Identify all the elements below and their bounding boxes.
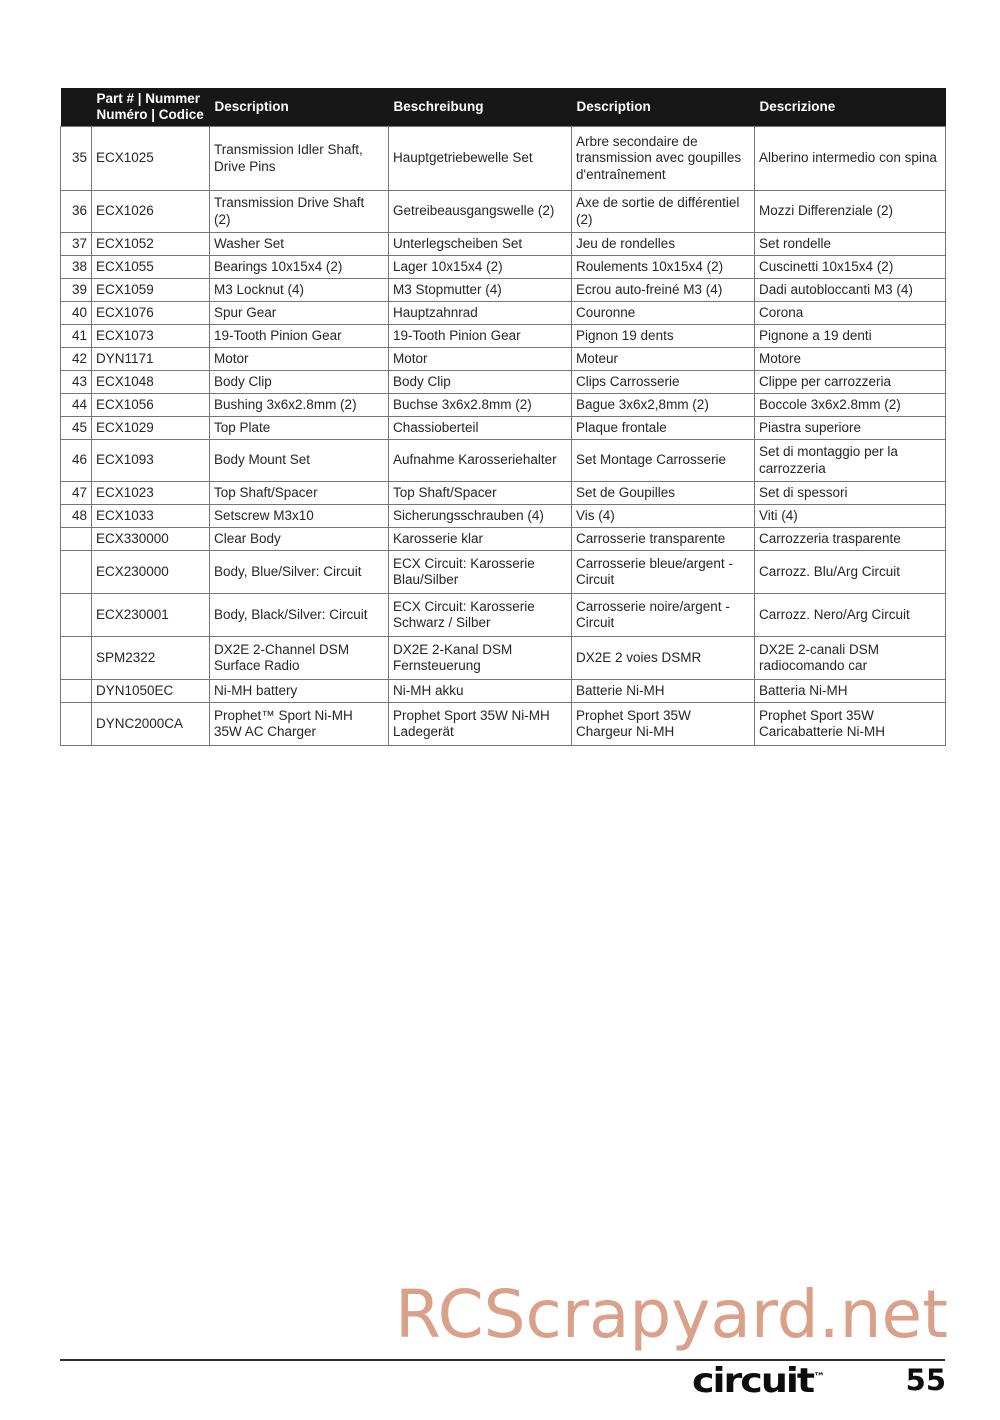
table-row xyxy=(61,279,946,302)
table-row xyxy=(61,594,946,637)
description-en: Spur Gear xyxy=(210,302,389,325)
row-number: 43 xyxy=(61,371,92,394)
row-number: 35 xyxy=(61,127,92,191)
description-fr: Bague 3x6x2,8mm (2) xyxy=(572,394,755,417)
description-fr: Vis (4) xyxy=(572,505,755,528)
part-number: ECX1048 xyxy=(92,371,210,394)
description-de: ECX Circuit: Karosserie Blau/Silber xyxy=(389,551,572,594)
parts-table-header xyxy=(61,88,946,127)
part-number: DYN1171 xyxy=(92,348,210,371)
description-en: DX2E 2-Channel DSM Surface Radio xyxy=(210,637,389,680)
description-de: Unterlegscheiben Set xyxy=(389,233,572,256)
part-number: ECX1059 xyxy=(92,279,210,302)
description-de: M3 Stopmutter (4) xyxy=(389,279,572,302)
description-it: Viti (4) xyxy=(755,505,946,528)
description-de: Hauptgetriebewelle Set xyxy=(389,127,572,191)
part-number: ECX1029 xyxy=(92,417,210,440)
description-fr: Jeu de rondelles xyxy=(572,233,755,256)
part-number: ECX1093 xyxy=(92,440,210,482)
description-it: Set di spessori xyxy=(755,482,946,505)
row-number xyxy=(61,594,92,637)
header-part-line2: Numéro | Codice xyxy=(96,107,204,122)
header-row xyxy=(61,88,946,127)
description-fr: Carrosserie transparente xyxy=(572,528,755,551)
description-en: Clear Body xyxy=(210,528,389,551)
description-fr: Set de Goupilles xyxy=(572,482,755,505)
description-de: Aufnahme Karosseriehalter xyxy=(389,440,572,482)
description-fr: Carrosserie noire/argent - Circuit xyxy=(572,594,755,637)
table-row xyxy=(61,417,946,440)
description-de: Chassioberteil xyxy=(389,417,572,440)
description-it: Motore xyxy=(755,348,946,371)
description-de: Top Shaft/Spacer xyxy=(389,482,572,505)
description-it: Set di montaggio per la carrozzeria xyxy=(755,440,946,482)
header-description-de: Beschreibung xyxy=(389,88,572,127)
table-row xyxy=(61,505,946,528)
row-number xyxy=(61,528,92,551)
part-number: ECX330000 xyxy=(92,528,210,551)
table-row xyxy=(61,637,946,680)
description-fr: Carrosserie bleue/argent - Circuit xyxy=(572,551,755,594)
description-en: Bearings 10x15x4 (2) xyxy=(210,256,389,279)
description-en: Body, Black/Silver: Circuit xyxy=(210,594,389,637)
description-en: M3 Locknut (4) xyxy=(210,279,389,302)
description-it: Piastra superiore xyxy=(755,417,946,440)
description-en: Motor xyxy=(210,348,389,371)
part-number: ECX1055 xyxy=(92,256,210,279)
table-row xyxy=(61,394,946,417)
part-number: ECX1026 xyxy=(92,191,210,233)
description-it: Carrozzeria trasparente xyxy=(755,528,946,551)
part-number: ECX230001 xyxy=(92,594,210,637)
description-fr: Clips Carrosserie xyxy=(572,371,755,394)
description-fr: DX2E 2 voies DSMR xyxy=(572,637,755,680)
watermark-text: RCScrapyard.net xyxy=(395,1276,948,1353)
part-number: ECX1056 xyxy=(92,394,210,417)
description-it: Set rondelle xyxy=(755,233,946,256)
description-it: Boccole 3x6x2.8mm (2) xyxy=(755,394,946,417)
description-en: Body Mount Set xyxy=(210,440,389,482)
row-number: 45 xyxy=(61,417,92,440)
table-row xyxy=(61,256,946,279)
description-it: Pignone a 19 denti xyxy=(755,325,946,348)
part-number: ECX1023 xyxy=(92,482,210,505)
page-number: 55 xyxy=(905,1363,946,1397)
header-part-line1: Part # | Nummer xyxy=(96,91,201,106)
description-de: Prophet Sport 35W Ni-MH Ladegerät xyxy=(389,703,572,746)
description-it: Batteria Ni-MH xyxy=(755,680,946,703)
table-row xyxy=(61,482,946,505)
description-fr: Axe de sortie de différentiel (2) xyxy=(572,191,755,233)
description-de: Getreibeausgangswelle (2) xyxy=(389,191,572,233)
description-fr: Batterie Ni-MH xyxy=(572,680,755,703)
table-row xyxy=(61,191,946,233)
header-description-fr: Description xyxy=(572,88,755,127)
description-de: Karosserie klar xyxy=(389,528,572,551)
header-row-number xyxy=(61,88,92,127)
description-en: Body Clip xyxy=(210,371,389,394)
description-en: Prophet™ Sport Ni-MH 35W AC Charger xyxy=(210,703,389,746)
description-de: Buchse 3x6x2.8mm (2) xyxy=(389,394,572,417)
description-fr: Plaque frontale xyxy=(572,417,755,440)
part-number: ECX1073 xyxy=(92,325,210,348)
row-number: 47 xyxy=(61,482,92,505)
header-description-en: Description xyxy=(210,88,389,127)
part-number: DYN1050EC xyxy=(92,680,210,703)
row-number: 46 xyxy=(61,440,92,482)
part-number: DYNC2000CA xyxy=(92,703,210,746)
description-it: Carrozz. Nero/Arg Circuit xyxy=(755,594,946,637)
description-it: Mozzi Differenziale (2) xyxy=(755,191,946,233)
description-de: Motor xyxy=(389,348,572,371)
description-fr: Roulements 10x15x4 (2) xyxy=(572,256,755,279)
description-en: Bushing 3x6x2.8mm (2) xyxy=(210,394,389,417)
description-de: Body Clip xyxy=(389,371,572,394)
part-number: ECX230000 xyxy=(92,551,210,594)
row-number xyxy=(61,637,92,680)
description-fr: Set Montage Carrosserie xyxy=(572,440,755,482)
description-fr: Ecrou auto-freiné M3 (4) xyxy=(572,279,755,302)
description-de: Sicherungsschrauben (4) xyxy=(389,505,572,528)
description-en: Body, Blue/Silver: Circuit xyxy=(210,551,389,594)
trademark-symbol: ™ xyxy=(813,1370,826,1383)
description-it: Corona xyxy=(755,302,946,325)
description-it: Dadi autobloccanti M3 (4) xyxy=(755,279,946,302)
description-de: DX2E 2-Kanal DSM Fernsteuerung xyxy=(389,637,572,680)
table-row xyxy=(61,371,946,394)
description-en: 19-Tooth Pinion Gear xyxy=(210,325,389,348)
part-number: ECX1076 xyxy=(92,302,210,325)
table-row xyxy=(61,233,946,256)
table-row xyxy=(61,302,946,325)
description-en: Transmission Idler Shaft, Drive Pins xyxy=(210,127,389,191)
row-number: 39 xyxy=(61,279,92,302)
parts-table xyxy=(60,88,946,746)
row-number xyxy=(61,703,92,746)
description-it: DX2E 2-canali DSM radiocomando car xyxy=(755,637,946,680)
part-number: SPM2322 xyxy=(92,637,210,680)
row-number: 42 xyxy=(61,348,92,371)
table-row xyxy=(61,440,946,482)
description-en: Washer Set xyxy=(210,233,389,256)
table-row xyxy=(61,528,946,551)
row-number: 41 xyxy=(61,325,92,348)
description-it: Prophet Sport 35W Caricabatterie Ni-MH xyxy=(755,703,946,746)
description-de: Ni-MH akku xyxy=(389,680,572,703)
row-number xyxy=(61,551,92,594)
row-number: 40 xyxy=(61,302,92,325)
description-it: Clippe per carrozzeria xyxy=(755,371,946,394)
description-en: Setscrew M3x10 xyxy=(210,505,389,528)
brand-wordmark: circuit xyxy=(692,1361,814,1400)
description-it: Carrozz. Blu/Arg Circuit xyxy=(755,551,946,594)
description-de: 19-Tooth Pinion Gear xyxy=(389,325,572,348)
description-it: Cuscinetti 10x15x4 (2) xyxy=(755,256,946,279)
header-description-it: Descrizione xyxy=(755,88,946,127)
table-row xyxy=(61,325,946,348)
row-number xyxy=(61,680,92,703)
table-row xyxy=(61,703,946,746)
header-part-number xyxy=(92,88,210,127)
row-number: 48 xyxy=(61,505,92,528)
table-row xyxy=(61,551,946,594)
circuit-brand-logo xyxy=(692,1361,825,1400)
description-en: Transmission Drive Shaft (2) xyxy=(210,191,389,233)
row-number: 37 xyxy=(61,233,92,256)
row-number: 44 xyxy=(61,394,92,417)
description-en: Top Plate xyxy=(210,417,389,440)
description-de: Lager 10x15x4 (2) xyxy=(389,256,572,279)
description-de: ECX Circuit: Karosserie Schwarz / Silber xyxy=(389,594,572,637)
table-row xyxy=(61,348,946,371)
description-fr: Prophet Sport 35W Chargeur Ni-MH xyxy=(572,703,755,746)
description-en: Top Shaft/Spacer xyxy=(210,482,389,505)
table-row xyxy=(61,127,946,191)
part-number: ECX1052 xyxy=(92,233,210,256)
part-number: ECX1025 xyxy=(92,127,210,191)
description-en: Ni-MH battery xyxy=(210,680,389,703)
row-number: 38 xyxy=(61,256,92,279)
parts-table-body xyxy=(61,127,946,746)
part-number: ECX1033 xyxy=(92,505,210,528)
row-number: 36 xyxy=(61,191,92,233)
description-fr: Pignon 19 dents xyxy=(572,325,755,348)
description-fr: Moteur xyxy=(572,348,755,371)
description-it: Alberino intermedio con spina xyxy=(755,127,946,191)
table-row xyxy=(61,680,946,703)
description-fr: Couronne xyxy=(572,302,755,325)
description-de: Hauptzahnrad xyxy=(389,302,572,325)
description-fr: Arbre secondaire de transmission avec goupilles d'entraînement xyxy=(572,127,755,191)
